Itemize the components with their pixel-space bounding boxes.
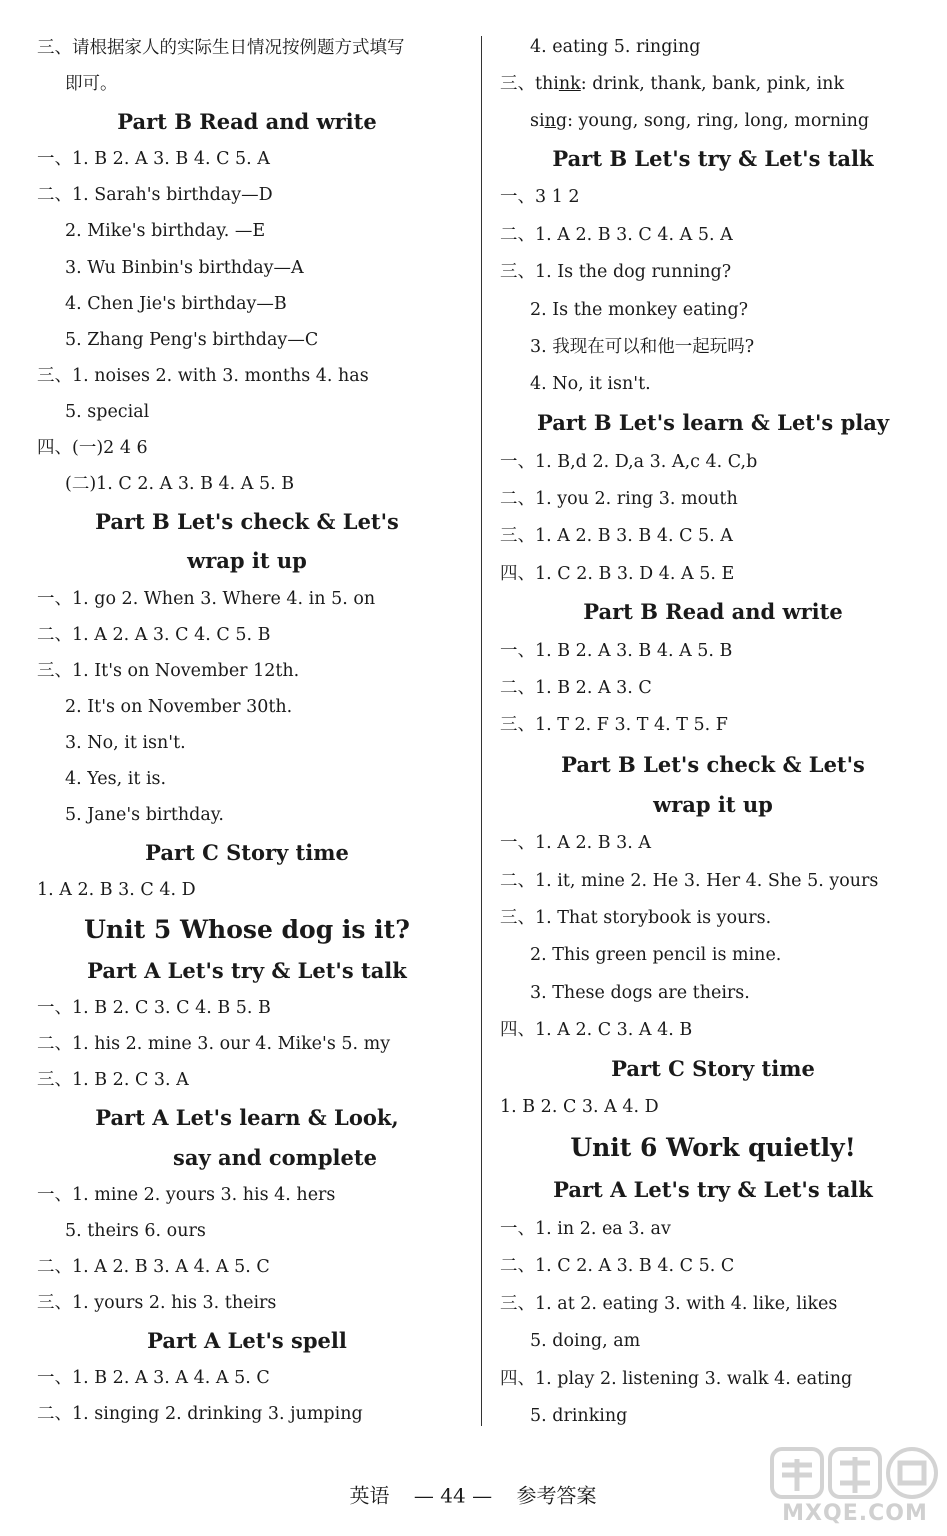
- answer-line: 5. Zhang Peng's birthday—C: [65, 330, 319, 350]
- section-heading: Part C Story time: [145, 840, 349, 865]
- answer-line: [500, 73, 844, 95]
- answer-line: 二、1. singing 2. drinking 3. jumping: [37, 1404, 363, 1424]
- answer-line: 1. B 2. C 3. A 4. D: [500, 1097, 659, 1117]
- answer-line: 2. It's on November 30th.: [65, 697, 293, 717]
- answer-text: 三、thi: [500, 74, 559, 94]
- answer-line: 三、1. at 2. eating 3. with 4. like, likes: [500, 1294, 838, 1314]
- section-heading: Part C Story time: [611, 1056, 815, 1081]
- footer-label: 参考答案: [516, 1483, 597, 1508]
- answer-line: 4. No, it isn't.: [530, 374, 651, 394]
- section-heading: Part B Read and write: [583, 599, 843, 624]
- page-number: — 44 —: [413, 1483, 493, 1508]
- section-heading: wrap it up: [187, 548, 307, 573]
- answer-line: 4. Chen Jie's birthday—B: [65, 294, 287, 314]
- answer-line: 一、1. B 2. C 3. C 4. B 5. B: [37, 998, 271, 1018]
- answer-line: 4. Yes, it is.: [65, 769, 167, 789]
- answer-line: 3. These dogs are theirs.: [530, 983, 750, 1003]
- answer-line: 一、1. B,d 2. D,a 3. A,c 4. C,b: [500, 452, 758, 472]
- section-heading: Part B Let's check & Let's: [561, 752, 865, 777]
- answer-line: 5. theirs 6. ours: [65, 1221, 206, 1241]
- answer-line: [530, 110, 869, 132]
- answer-line: 3. Wu Binbin's birthday—A: [65, 258, 304, 278]
- answer-line: 3. 我现在可以和他一起玩吗?: [530, 337, 755, 357]
- answer-line: 一、1. in 2. ea 3. av: [500, 1219, 671, 1239]
- section-heading: Part B Let's try & Let's talk: [552, 146, 874, 171]
- answer-line: 二、1. A 2. A 3. C 4. C 5. B: [37, 625, 271, 645]
- answer-line: 二、1. A 2. B 3. C 4. A 5. A: [500, 225, 733, 245]
- footer-subject: 英语: [349, 1483, 390, 1508]
- answer-line: 四、1. C 2. B 3. D 4. A 5. E: [500, 564, 735, 584]
- column-divider: [481, 36, 482, 1426]
- answer-line: 5. special: [65, 402, 150, 422]
- underlined-letters: ng: [544, 111, 568, 131]
- section-heading: Part B Read and write: [117, 109, 377, 134]
- answer-line: 5. doing, am: [530, 1331, 641, 1351]
- answer-line: 一、1. go 2. When 3. Where 4. in 5. on: [37, 589, 376, 609]
- page-footer: [350, 1480, 597, 1509]
- section-heading: Part A Let's learn & Look,: [95, 1105, 399, 1130]
- answer-line: 三、1. T 2. F 3. T 4. T 5. F: [500, 715, 728, 735]
- answer-text: si: [530, 111, 545, 131]
- section-heading: Part A Let's spell: [147, 1328, 347, 1353]
- answer-line: 三、1. yours 2. his 3. theirs: [37, 1293, 277, 1313]
- answer-text: : young, song, ring, long, morning: [567, 111, 870, 131]
- answer-line: 三、1. Is the dog running?: [500, 262, 732, 282]
- answer-line: 2. Mike's birthday. —E: [65, 221, 266, 241]
- answer-line: 一、1. A 2. B 3. A: [500, 833, 652, 853]
- unit-title: Unit 6 Work quietly!: [570, 1133, 856, 1162]
- answer-line: 一、1. mine 2. yours 3. his 4. hers: [37, 1185, 336, 1205]
- answer-line: 三、请根据家人的实际生日情况按例题方式填写: [37, 38, 405, 58]
- section-heading: Part A Let's try & Let's talk: [87, 958, 407, 983]
- answer-line: 二、1. his 2. mine 3. our 4. Mike's 5. my: [37, 1034, 391, 1054]
- section-heading: say and complete: [173, 1145, 377, 1170]
- answer-line: 2. This green pencil is mine.: [530, 945, 782, 965]
- answer-line: 一、1. B 2. A 3. B 4. C 5. A: [37, 149, 270, 169]
- section-heading: Part B Let's learn & Let's play: [536, 410, 890, 435]
- answer-line: 一、3 1 2: [500, 187, 580, 207]
- answer-line: (二)1. C 2. A 3. B 4. A 5. B: [65, 474, 295, 494]
- answer-line: 一、1. B 2. A 3. A 4. A 5. C: [37, 1368, 270, 1388]
- answer-line: 四、(一)2 4 6: [37, 438, 148, 458]
- answer-line: 2. Is the monkey eating?: [530, 300, 749, 320]
- watermark: [770, 1445, 940, 1530]
- answer-line: 3. No, it isn't.: [65, 733, 186, 753]
- answer-line: 5. Jane's birthday.: [65, 805, 224, 825]
- answer-line: 二、1. A 2. B 3. A 4. A 5. C: [37, 1257, 270, 1277]
- section-heading: Part A Let's try & Let's talk: [553, 1177, 873, 1202]
- answer-line: 三、1. A 2. B 3. B 4. C 5. A: [500, 526, 733, 546]
- answer-line: 二、1. C 2. A 3. B 4. C 5. C: [500, 1256, 735, 1276]
- answer-line: 二、1. you 2. ring 3. mouth: [500, 489, 738, 509]
- answer-line: 三、1. That storybook is yours.: [500, 908, 772, 928]
- watermark-url: MXQE.COM: [782, 1501, 928, 1526]
- answer-text: : drink, thank, bank, pink, ink: [580, 74, 845, 94]
- answer-line: 四、1. A 2. C 3. A 4. B: [500, 1020, 693, 1040]
- answer-line: 5. drinking: [530, 1406, 628, 1426]
- answer-line: 即可。: [65, 74, 118, 94]
- underlined-letters: nk: [558, 74, 581, 94]
- answer-line: 四、1. play 2. listening 3. walk 4. eating: [500, 1369, 853, 1389]
- answer-line: 一、1. B 2. A 3. B 4. A 5. B: [500, 641, 733, 661]
- answer-line: 二、1. B 2. A 3. C: [500, 678, 652, 698]
- answer-line: 二、1. it, mine 2. He 3. Her 4. She 5. yours: [500, 871, 879, 891]
- answer-line: 三、1. noises 2. with 3. months 4. has: [37, 366, 369, 386]
- section-heading: Part B Let's check & Let's: [95, 509, 399, 534]
- unit-title: Unit 5 Whose dog is it?: [84, 915, 410, 944]
- answer-line: 1. A 2. B 3. C 4. D: [37, 880, 196, 900]
- section-heading: wrap it up: [653, 792, 773, 817]
- watermark-logo-icon: [770, 1445, 940, 1500]
- answer-line: 4. eating 5. ringing: [530, 37, 701, 57]
- answer-line: 三、1. It's on November 12th.: [37, 661, 300, 681]
- answer-line: 三、1. B 2. C 3. A: [37, 1070, 189, 1090]
- answer-line: 二、1. Sarah's birthday—D: [37, 185, 273, 205]
